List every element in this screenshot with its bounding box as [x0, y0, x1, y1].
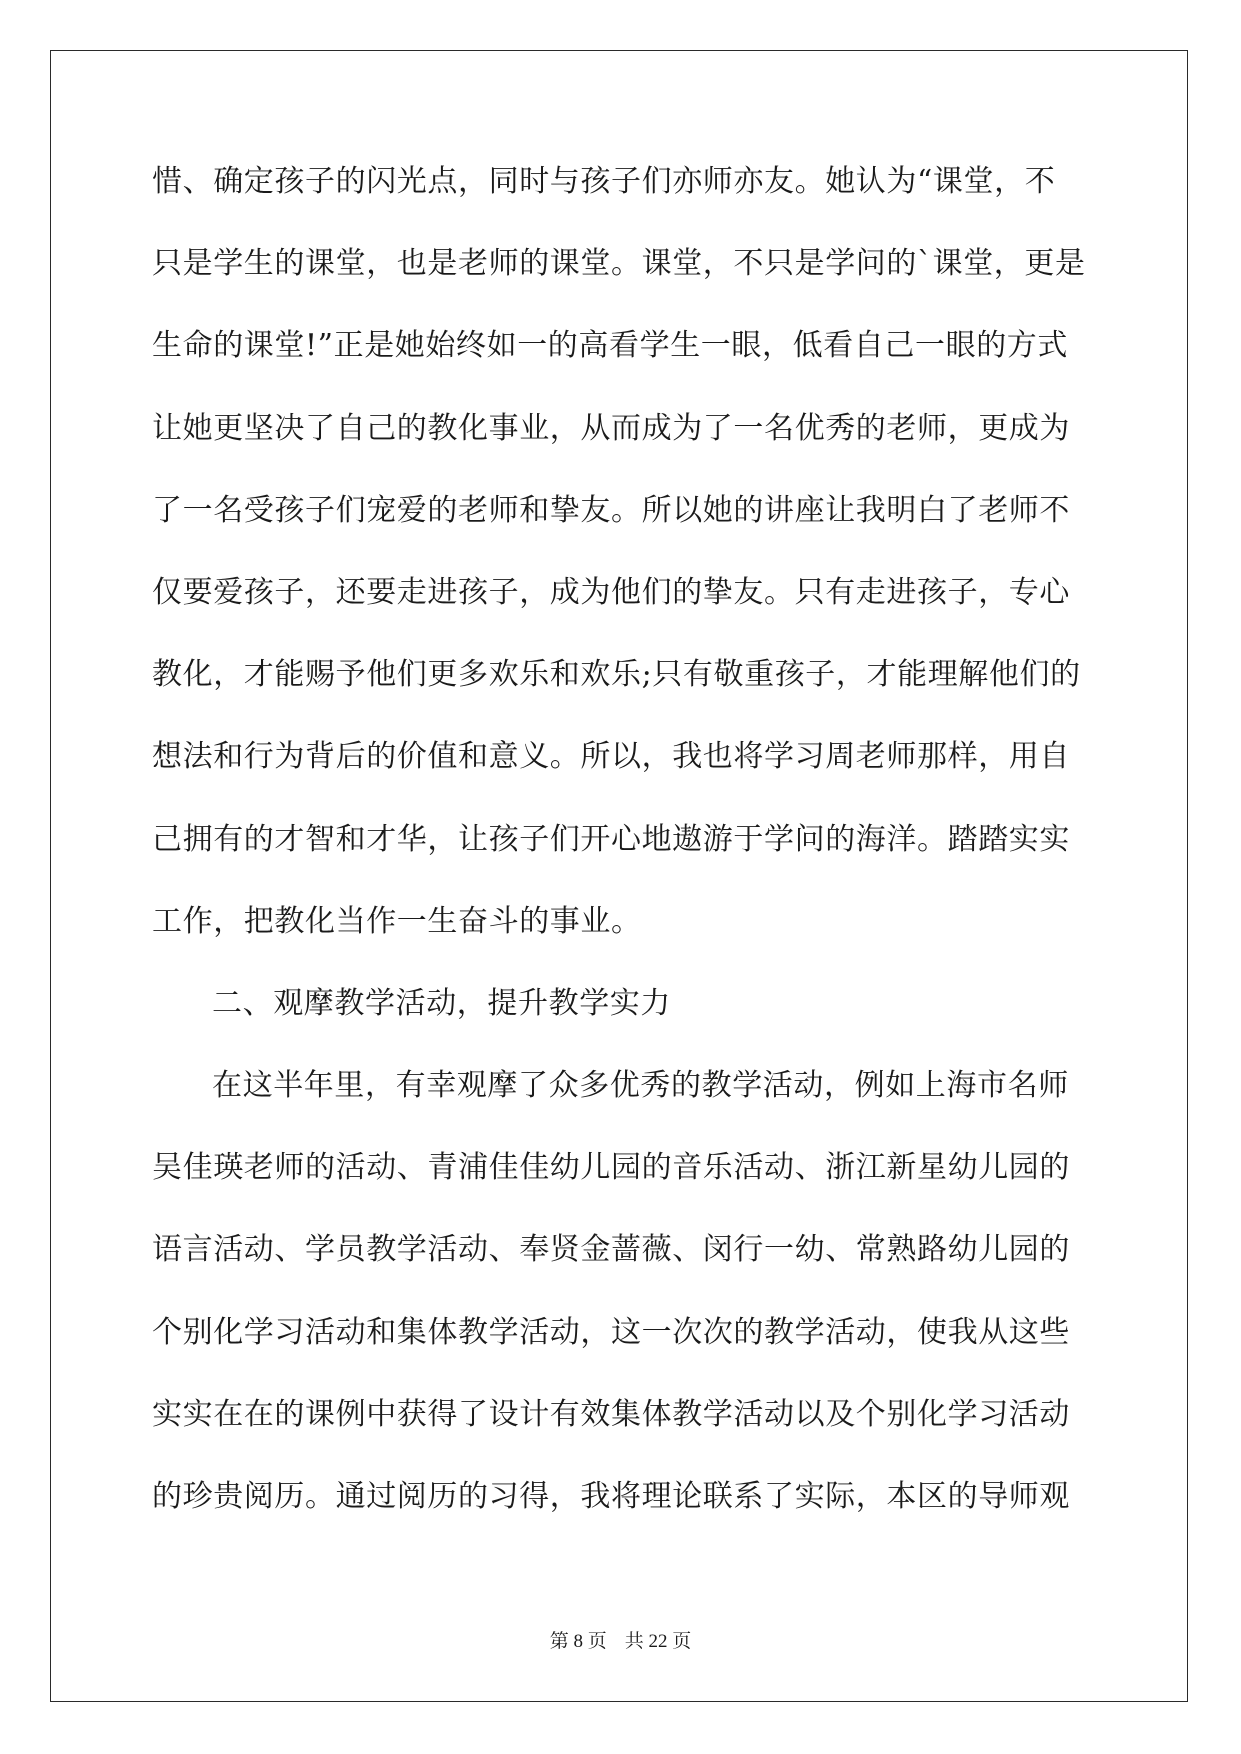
text-line: 吴佳瑛老师的活动、青浦佳佳幼儿园的音乐活动、浙江新星幼儿园的 [152, 1150, 1070, 1186]
text-line: 语言活动、学员教学活动、奉贤金蔷薇、闵行一幼、常熟路幼儿园的 [152, 1232, 1070, 1268]
text-line: 生命的课堂!”正是她始终如一的高看学生一眼，低看自己一眼的方式 [152, 328, 1068, 364]
text-line: 让她更坚决了自己的教化事业，从而成为了一名优秀的老师，更成为 [152, 410, 1070, 446]
text-line: 仅要爱孩子，还要走进孩子，成为他们的挚友。只有走进孩子，专心 [152, 574, 1070, 610]
document-body [152, 158, 1092, 1555]
text-line: 个别化学习活动和集体教学活动，这一次次的教学活动，使我从这些 [152, 1314, 1070, 1350]
text-line: 了一名受孩子们宠爱的老师和挚友。所以她的讲座让我明白了老师不 [152, 492, 1070, 528]
text-line: 的珍贵阅历。通过阅历的习得，我将理论联系了实际，本区的导师观 [152, 1479, 1070, 1514]
section-heading: 二、观摩教学活动，提升教学实力 [212, 985, 671, 1021]
text-line: 教化，才能赐予他们更多欢乐和欢乐;只有敬重孩子，才能理解他们的 [152, 657, 1081, 693]
text-line: 只是学生的课堂，也是老师的课堂。课堂，不只是学问的`课堂，更是 [152, 246, 1086, 282]
page-total: 共 22 页 [624, 1631, 692, 1652]
page-number: 第 8 页 [549, 1631, 607, 1652]
text-line: 实实在在的课例中获得了设计有效集体教学活动以及个别化学习活动 [152, 1396, 1070, 1432]
text-line: 己拥有的才智和才华，让孩子们开心地遨游于学问的海洋。踏踏实实 [152, 821, 1070, 857]
page-footer [0, 1626, 1241, 1653]
text-line: 想法和行为背后的价值和意义。所以，我也将学习周老师那样，用自 [152, 739, 1070, 775]
text-line: 惜、确定孩子的闪光点，同时与孩子们亦师亦友。她认为“课堂，不 [152, 164, 1056, 199]
paragraph-first-line: 在这半年里，有幸观摩了众多优秀的教学活动，例如上海市名师 [212, 1068, 1069, 1104]
text-line: 工作，把教化当作一生奋斗的事业。 [152, 903, 642, 939]
